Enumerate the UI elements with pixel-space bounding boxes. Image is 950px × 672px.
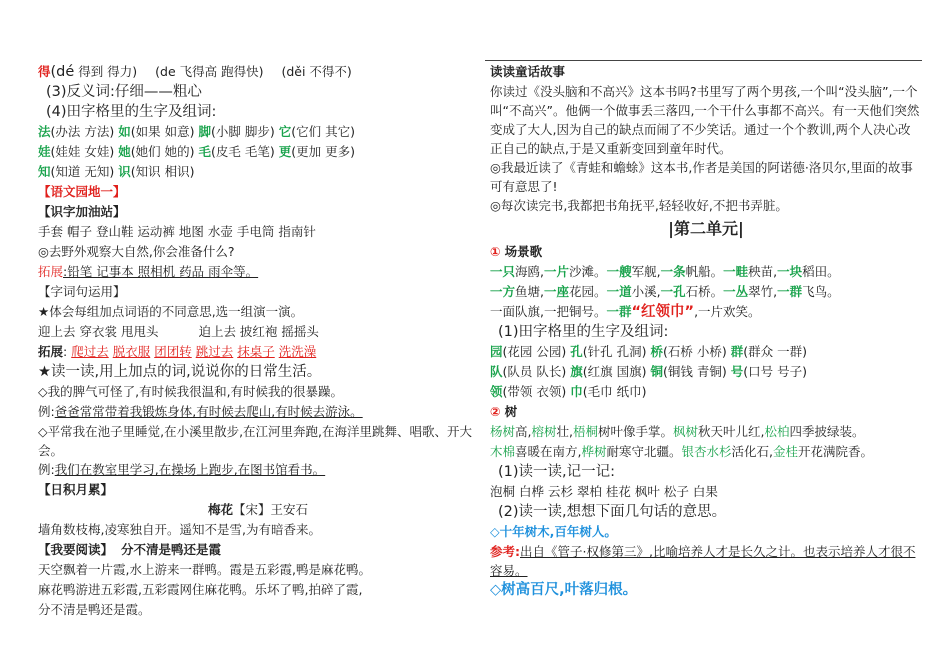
measure-word: 方 [502, 284, 516, 299]
antonym-text: (3)反义词:仔细——粗心 [46, 84, 202, 100]
tree-name: 木棉 [490, 444, 516, 459]
char-row [490, 342, 922, 362]
tree-name: 金桂 [773, 444, 799, 459]
example-text: 爸爸常常带着我锻炼身体,有时候去爬山,有时候去游泳。 [54, 404, 363, 419]
reading-line: 天空飘着一片霞,水上游来一群鸭。霞是五彩霞,鸭是麻花鸭。 [38, 562, 371, 577]
poem-header [38, 500, 478, 520]
tree-desc: 开花满院香。 [798, 444, 874, 459]
reference-note [490, 542, 922, 580]
char: 它 [278, 124, 292, 139]
song-phrase: 一面队旗, [490, 304, 544, 319]
noun: 花园。 [569, 284, 607, 299]
char: 园 [490, 344, 503, 359]
char: 领 [490, 384, 503, 399]
tree-desc: 高, [515, 424, 532, 439]
tuozhan2-label: 拓展 [38, 344, 64, 359]
tree-desc: 树叶像手掌。 [598, 424, 674, 439]
q4-title [38, 102, 478, 122]
pairs-line [38, 322, 478, 342]
measure-word: 孔 [673, 284, 686, 299]
tree-name: 银杏水杉 [681, 444, 732, 459]
char-words: (知道 无知) [50, 164, 115, 179]
tuozhan-label: 拓展 [38, 264, 64, 279]
song-phrase: 一群 [606, 304, 632, 319]
section-2-title [490, 402, 922, 422]
section-title: 场景歌 [504, 244, 543, 259]
action-word: 洗洗澡 [278, 344, 317, 359]
unit-title: |第二单元| [668, 219, 744, 238]
char-words: (小脚 脚步) [210, 124, 275, 139]
measure-word: 丛 [735, 284, 749, 299]
char-de: 得 [38, 64, 51, 79]
num: 一 [777, 264, 790, 279]
top-divider [485, 60, 922, 61]
song-phrase: ,一片欢笑。 [694, 304, 761, 319]
char: 识 [118, 164, 131, 179]
char-words: (知识 相识) [130, 164, 195, 179]
action-word: 脱衣服 [112, 344, 151, 359]
measure-word: 群 [789, 284, 803, 299]
char-words: (它们 其它) [291, 124, 355, 139]
num: 一 [490, 284, 503, 299]
char: 旗 [570, 364, 583, 379]
char-words: (办法 方法) [50, 124, 115, 139]
story-paragraph-3: ◎每次读完书,我都把书角抚平,轻轻收好,不把书弄脏。 [490, 198, 788, 213]
saying-1: ◇十年树木,百年树人。 [490, 524, 617, 539]
tuozhan2-line [38, 342, 478, 362]
reading-title: 分不清是鸭还是霞 [121, 542, 222, 557]
tree-desc: 壮, [556, 424, 573, 439]
tree-line-2 [490, 442, 922, 462]
char: 知 [38, 164, 51, 179]
char: 孔 [570, 344, 583, 359]
char-row [38, 142, 478, 162]
colon: : [63, 344, 68, 359]
read-title [490, 462, 922, 482]
story-paragraph-2: ◎我最近读了《青蛙和蟾蜍》这本书,作者是美国的阿诺德·洛贝尔,里面的故事可有意思了! [490, 160, 913, 194]
char-words: (娃娃 女娃) [50, 144, 115, 159]
antonym-line [38, 82, 478, 102]
char-words: (铜钱 青铜) [662, 364, 727, 379]
char: 更 [278, 144, 292, 159]
song-highlight: “红领巾” [631, 304, 695, 320]
reading-header [38, 540, 478, 560]
char-row [38, 162, 478, 182]
char-words: (她们 她的) [130, 144, 195, 159]
question-1: ◎去野外观察大自然,你会准备什么? [38, 244, 235, 259]
example-label: 例: [38, 404, 55, 419]
char: 群 [730, 344, 744, 359]
story-paragraph-1: 你读过《没头脑和不高兴》这本书吗?书里写了两个男孩,一个叫“没头脑”,一个叫“不高兴”。他俩一个做事丢三落四,一个干什么事都不高兴。有一天他们突然变成了大人,因为自己的缺点而闹了不少笑话。通过一个个教训,两个人决心改正自己的缺点,于是又重新变回到童年时代。 [490, 84, 920, 156]
pairs-group-1: 迎上去 穿衣裳 甩甩头 [38, 324, 159, 339]
ref-text: 出自《管子·权修第三》,比喻培养人才是长久之计。也表示培养人才很不容易。 [490, 544, 916, 578]
example-2 [38, 460, 478, 480]
char: 号 [730, 364, 744, 379]
action-word: 跳过去 [195, 344, 234, 359]
char-words: (口号 号子) [743, 364, 807, 379]
q2-title [490, 502, 922, 522]
noun: 稻田。 [802, 264, 840, 279]
sentence-2: ◇平常我在池子里睡觉,在小溪里散步,在江河里奔跑,在海洋里跳舞、唱歌、开大会。 [38, 424, 473, 458]
section-number: ① [490, 244, 501, 259]
char: 法 [38, 124, 51, 139]
char: 娃 [38, 144, 51, 159]
q4-title-text: (4)田字格里的生字及组词: [46, 104, 217, 120]
char-row [490, 382, 922, 402]
tree-name: 梧桐 [573, 424, 599, 439]
tree-line-1 [490, 422, 922, 442]
song-phrase: 一把铜号。 [543, 304, 607, 319]
q1-title [490, 322, 922, 342]
sentence-1: ◇我的脾气可怪了,有时候我很温和,有时候我的很暴躁。 [38, 384, 344, 399]
char: 队 [490, 364, 503, 379]
section-rijilei: 【日积月累】 [38, 482, 114, 497]
reading-label: 【我要阅读】 [38, 542, 114, 557]
char-words: (花园 公园) [502, 344, 567, 359]
num: 一 [660, 264, 674, 279]
measure-word: 片 [556, 264, 570, 279]
noun: 小溪, [631, 284, 661, 299]
tuozhan-text: :铅笔 记事本 照相机 药品 雨伞等。 [63, 264, 259, 279]
section-ziciju: 【字词句运用】 [38, 284, 126, 299]
de-words-1: 得到 得力) [78, 64, 138, 79]
right-column [490, 62, 922, 600]
example-text: 我们在教室里学习,在操场上跑步,在图书馆看书。 [54, 462, 326, 477]
char: 桥 [650, 344, 663, 359]
section-shizi: 【识字加油站】 [38, 204, 126, 219]
poem-title: 梅花 [207, 502, 233, 517]
noun: 军舰, [631, 264, 661, 279]
num: 一 [660, 284, 674, 299]
num: 一 [544, 284, 557, 299]
char-words: (红旗 国旗) [582, 364, 647, 379]
num: 一 [723, 264, 736, 279]
q2-title-text: (2)读一读,想想下面几句话的意思。 [498, 504, 727, 520]
num: 一 [606, 264, 620, 279]
num: 一 [544, 264, 557, 279]
ref-label: 参考: [490, 544, 520, 559]
num: 一 [606, 284, 620, 299]
char: 巾 [570, 384, 583, 399]
measure-word: 道 [619, 284, 632, 299]
measure-word: 畦 [735, 264, 749, 279]
num: 一 [490, 264, 503, 279]
tree-name: 松柏 [764, 424, 790, 439]
tree-desc: 秋天叶儿红, [698, 424, 765, 439]
de-pinyin-line [38, 62, 478, 82]
read-title-text: (1)读一读,记一记: [498, 464, 616, 480]
tree-name: 枫树 [673, 424, 699, 439]
noun: 沙滩。 [569, 264, 607, 279]
de-words-3: (děi 不得不) [281, 64, 352, 79]
measure-word: 条 [673, 264, 686, 279]
noun: 秧苗, [748, 264, 778, 279]
char-words: (针孔 孔洞) [582, 344, 647, 359]
action-word: 团团转 [154, 344, 192, 359]
char-words: (毛巾 纸巾) [582, 384, 647, 399]
char-words: (如果 如意) [130, 124, 195, 139]
poem-author: 【宋】王安石 [233, 502, 309, 517]
section-1-title [490, 242, 922, 262]
reading-line: 分不清是鸭还是霞。 [38, 602, 151, 617]
tree-name: 杨树 [490, 424, 516, 439]
char-words: (队员 队长) [502, 364, 567, 379]
de-words-2: (de 飞得高 跑得快) [155, 64, 264, 79]
measure-word: 艘 [619, 264, 632, 279]
reading-line: 麻花鸭游进五彩霞,五彩霞网住麻花鸭。乐坏了鸭,拍碎了霞, [38, 582, 363, 597]
tree-desc: 四季披绿装。 [789, 424, 865, 439]
tree-desc: 活化石, [731, 444, 774, 459]
left-column [38, 62, 478, 620]
num: 一 [777, 284, 790, 299]
num: 一 [723, 284, 736, 299]
pinyin-de: (dé [50, 64, 75, 80]
read-line: ★读一读,用上加点的词,说说你的日常生活。 [38, 364, 322, 380]
pairs-group-2: 迫上去 披红袍 摇摇头 [198, 324, 319, 339]
tree-name: 桦树 [581, 444, 607, 459]
noun: 石桥。 [685, 284, 724, 299]
noun: 帆船。 [685, 264, 724, 279]
tree-name: 榕树 [531, 424, 557, 439]
noun: 飞鸟。 [802, 284, 840, 299]
poem-line: 墙角数枝梅,凌寒独自开。遥知不是雪,为有暗香来。 [38, 522, 321, 537]
measure-word: 只 [502, 264, 516, 279]
words-line: 泡桐 白桦 云杉 翠柏 桂花 枫叶 松子 白果 [490, 484, 718, 499]
char: 脚 [198, 124, 211, 139]
char-row [38, 122, 478, 142]
example-label: 例: [38, 462, 55, 477]
song-line-2 [490, 282, 922, 302]
song-line-3 [490, 302, 922, 322]
action-word: 抹桌子 [237, 344, 275, 359]
story-heading: 读读童话故事 [490, 64, 566, 79]
char: 毛 [198, 144, 211, 159]
noun: 海鸥, [515, 264, 545, 279]
section-title: 树 [504, 404, 518, 419]
task-line: ★体会每组加点词语的不同意思,选一组演一演。 [38, 304, 304, 319]
char: 铜 [650, 364, 663, 379]
char-words: (带领 衣领) [502, 384, 567, 399]
saying-2: ◇树高百尺,叶落归根。 [490, 582, 638, 598]
example-1 [38, 402, 478, 422]
section-number: ② [490, 404, 501, 419]
char-words: (更加 更多) [291, 144, 355, 159]
measure-word: 块 [789, 264, 803, 279]
noun: 翠竹, [748, 284, 778, 299]
tuozhan-line [38, 262, 478, 282]
char-words: (石桥 小桥) [662, 344, 727, 359]
noun: 鱼塘, [515, 284, 545, 299]
tree-desc: 耐寒守北疆。 [606, 444, 682, 459]
char: 如 [118, 124, 131, 139]
char-words: (群众 一群) [743, 344, 807, 359]
action-word: 爬过去 [71, 344, 109, 359]
song-line-1 [490, 262, 922, 282]
tree-desc: 喜暖在南方, [515, 444, 582, 459]
measure-word: 座 [556, 284, 570, 299]
section-yuwen: 【语文园地一】 [38, 184, 126, 199]
q1-title-text: (1)田字格里的生字及组词: [498, 324, 669, 340]
items-list: 手套 帽子 登山鞋 运动裤 地图 水壶 手电筒 指南针 [38, 224, 316, 239]
char-row [490, 362, 922, 382]
char-words: (皮毛 毛笔) [210, 144, 275, 159]
char: 她 [118, 144, 131, 159]
